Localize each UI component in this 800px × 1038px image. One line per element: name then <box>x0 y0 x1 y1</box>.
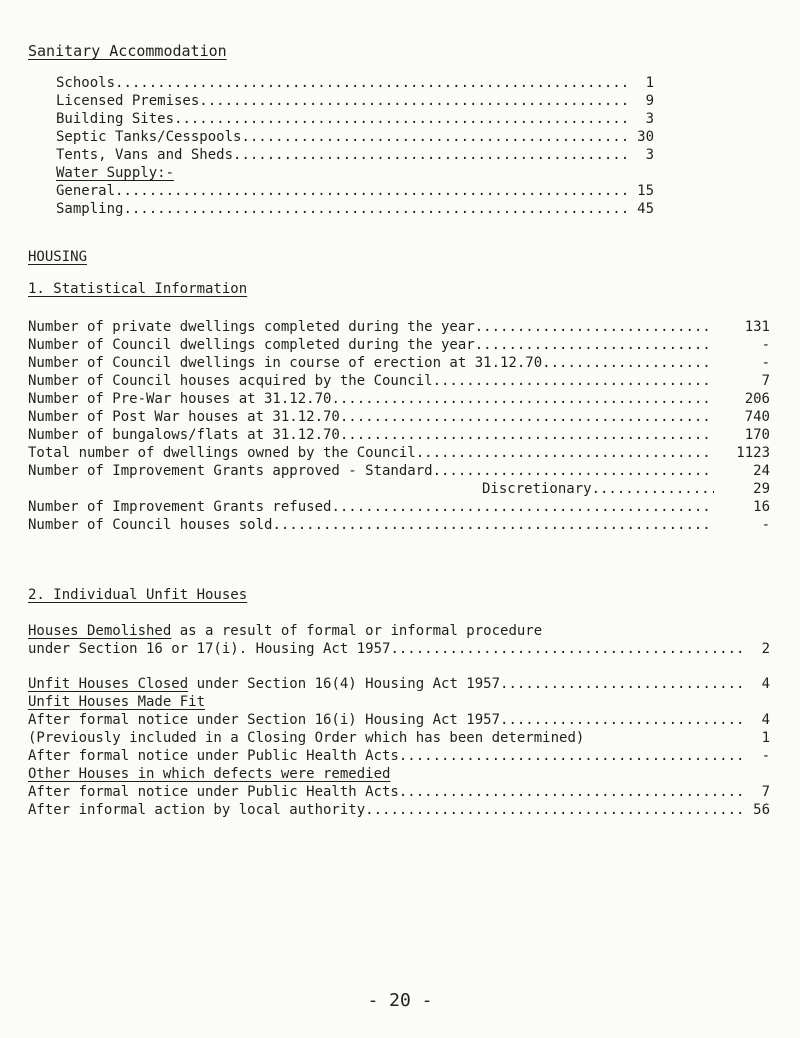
row-label: Number of Council dwellings completed during the year <box>28 337 475 353</box>
section2-title: 2. Individual Unfit Houses <box>28 587 248 603</box>
section1-title: 1. Statistical Information <box>28 281 248 297</box>
row-label: Sampling <box>56 201 124 217</box>
stat-row <box>28 372 770 390</box>
page-number: - 20 - <box>367 990 433 1011</box>
stat-row <box>28 462 770 480</box>
row-value: 45 <box>637 201 654 217</box>
row-label: Schools <box>56 75 116 91</box>
row-value: 206 <box>744 391 770 407</box>
row-value: 16 <box>753 499 770 515</box>
sanitary-row-licensed <box>56 92 654 110</box>
stat-row <box>28 390 770 408</box>
row-label: After formal notice under Public Health Acts <box>28 784 399 800</box>
leader-dots <box>115 182 630 200</box>
row-label: After formal notice under Section 16(i) Housing Act 1957 <box>28 712 501 728</box>
row-value: 15 <box>637 183 654 199</box>
row-value: 3 <box>645 111 654 127</box>
water-row-sampling <box>56 200 654 218</box>
row-value: 29 <box>753 481 770 497</box>
row-value: 1 <box>761 730 770 746</box>
row-value: 3 <box>645 147 654 163</box>
sanitary-title: Sanitary Accommodation <box>28 42 227 60</box>
row-value: 170 <box>744 427 770 443</box>
sanitary-row-building <box>56 110 654 128</box>
stat-row <box>28 318 770 336</box>
leader-dots <box>331 498 714 516</box>
stat-row <box>28 444 770 462</box>
leader-dots <box>174 110 630 128</box>
leader-dots <box>123 200 630 218</box>
row-label: Number of Council houses acquired by the Council <box>28 373 433 389</box>
stat-row-discretionary <box>482 480 770 498</box>
row-label: Total number of dwellings owned by the Council <box>28 445 416 461</box>
row-value: - <box>761 517 770 533</box>
row-value: 1 <box>645 75 654 91</box>
leader-dots <box>272 516 714 534</box>
previously-row <box>28 729 770 747</box>
row-value: 9 <box>645 93 654 109</box>
row-label: Number of bungalows/flats at 31.12.70 <box>28 427 340 443</box>
water-row-general <box>56 182 654 200</box>
leader-dots <box>416 444 714 462</box>
leader-dots <box>233 146 630 164</box>
row-label: After formal notice under Public Health Acts <box>28 748 399 764</box>
row-value: 4 <box>761 712 770 728</box>
leader-dots <box>542 354 714 372</box>
other-houses-heading: Other Houses in which defects were remedied <box>28 766 391 782</box>
sanitary-row-schools <box>56 74 654 92</box>
row-label: Number of Pre-War houses at 31.12.70 <box>28 391 332 407</box>
leader-dots <box>433 462 714 480</box>
closed-rest: under Section 16(4) Housing Act 1957 <box>188 676 501 692</box>
leader-dots <box>500 711 746 729</box>
leader-dots <box>475 336 714 354</box>
water-supply-heading: Water Supply:- <box>56 165 175 181</box>
row-label: Number of private dwellings completed during the year <box>28 319 475 335</box>
row-label: Building Sites <box>56 111 175 127</box>
row-value: 740 <box>744 409 770 425</box>
stat-row <box>28 516 770 534</box>
row-label: under Section 16 or 17(i). Housing Act 1957 <box>28 641 391 657</box>
leader-dots <box>340 408 714 426</box>
row-value: 4 <box>761 676 770 692</box>
leader-dots <box>241 128 630 146</box>
leader-dots <box>199 92 630 110</box>
row-value: 7 <box>761 784 770 800</box>
leader-dots <box>399 783 746 801</box>
closed-heading: Unfit Houses Closed <box>28 676 189 692</box>
row-label: Tents, Vans and Sheds <box>56 147 234 163</box>
demolished-row <box>28 640 770 658</box>
stat-row <box>28 336 770 354</box>
row-value: 7 <box>761 373 770 389</box>
leader-dots <box>340 426 714 444</box>
closed-row <box>28 675 770 693</box>
leader-dots <box>115 74 630 92</box>
leader-dots <box>500 675 746 693</box>
row-label: Number of Council houses sold <box>28 517 273 533</box>
row-label: (Previously included in a Closing Order which has been determined) <box>28 730 585 746</box>
row-label <box>28 675 500 693</box>
leader-dots <box>399 747 746 765</box>
leader-dots <box>390 640 746 658</box>
row-value: 30 <box>637 129 654 145</box>
row-label: General <box>56 183 116 199</box>
sanitary-row-tents <box>56 146 654 164</box>
stat-row <box>28 354 770 372</box>
leader-dots <box>331 390 714 408</box>
row-value: 24 <box>753 463 770 479</box>
stat-row <box>28 426 770 444</box>
made-fit-row <box>28 711 770 729</box>
row-value: - <box>761 748 770 764</box>
row-label: Number of Improvement Grants refused <box>28 499 332 515</box>
row-value: - <box>761 337 770 353</box>
public-health-row <box>28 747 770 765</box>
row-label: Number of Post War houses at 31.12.70 <box>28 409 340 425</box>
row-label: After informal action by local authority <box>28 802 366 818</box>
leader-dots <box>475 318 714 336</box>
sanitary-row-septic <box>56 128 654 146</box>
demolished-line1 <box>28 622 542 640</box>
made-fit-heading: Unfit Houses Made Fit <box>28 694 206 710</box>
housing-title: HOUSING <box>28 249 88 265</box>
other-row <box>28 783 770 801</box>
demolished-heading: Houses Demolished <box>28 623 172 639</box>
stat-row <box>28 498 770 516</box>
row-value: - <box>761 355 770 371</box>
stat-row <box>28 408 770 426</box>
leader-dots <box>433 372 714 390</box>
row-value: 131 <box>744 319 770 335</box>
row-value: 56 <box>753 802 770 818</box>
leader-dots <box>592 480 714 498</box>
demolished-rest: as a result of formal or informal procedure <box>171 623 543 639</box>
leader-dots <box>365 801 746 819</box>
row-value: 1123 <box>736 445 770 461</box>
row-value: 2 <box>761 641 770 657</box>
row-label: Licensed Premises <box>56 93 200 109</box>
row-label: Discretionary <box>482 481 592 497</box>
row-label: Septic Tanks/Cesspools <box>56 129 242 145</box>
row-label: Number of Council dwellings in course of erection at 31.12.70 <box>28 355 543 371</box>
other-row <box>28 801 770 819</box>
row-label: Number of Improvement Grants approved - Standard <box>28 463 433 479</box>
